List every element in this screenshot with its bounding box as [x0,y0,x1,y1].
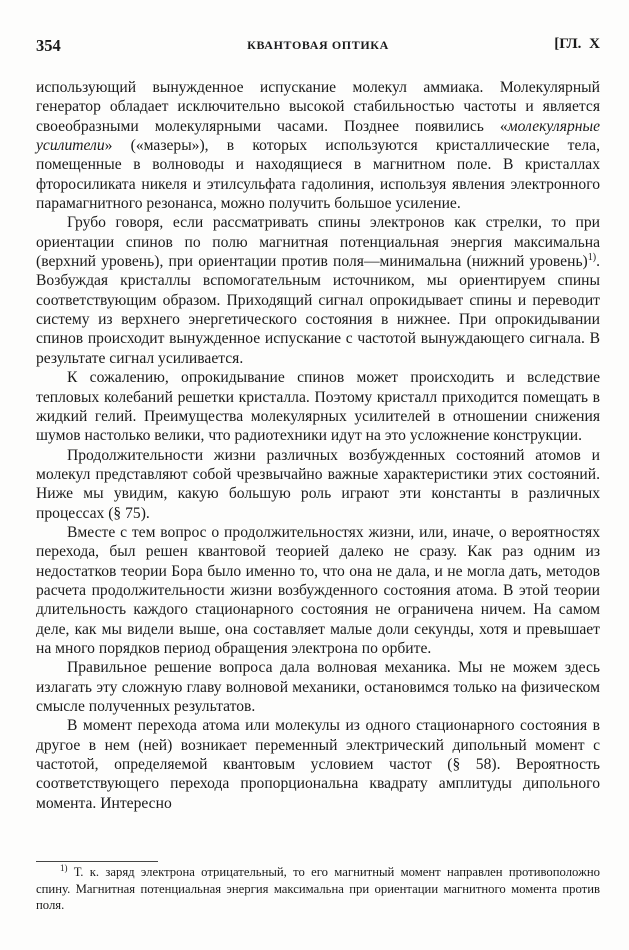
paragraph-text: . Возбуждая кристаллы вспомогательным источником, мы ориентируем спины соответствующим образом. Приходящий сигнал опрокидывает спины и переводит систему из верхнего энергетического состояния в нижнее. При опрокидывании спинов происходит вынужденное испускание с частотой вынуждающего сигнала. В результате сигнал усиливается. [36,253,600,367]
paragraph-text: Грубо говоря, если рассматривать спины электронов как стрелки, то при ориентации спинов по полю магнитная потенциальная энергия максимальна (верхний уровень), при ориентации против поля—минимальна (нижний уровень) [36,214,600,271]
footnotes [36,864,600,914]
body-text [36,78,600,813]
section-title: КВАНТОВАЯ ОПТИКА [247,38,389,52]
paragraph-4: Продолжительности жизни различных возбужденных состояний атомов и молекул представляют собой чрезвычайно важные характеристики этих состояний. Ниже мы увидим, какую большую роль играют эти константы в различных процессах (§ 75). [36,446,600,522]
paragraph-6: Правильное решение вопроса дала волновая механика. Мы не можем здесь излагать эту сложную главу волновой механики, остановимся только на физическом смысле полученных результатов. [36,659,600,715]
chapter-reference: [ГЛ. X [554,36,600,52]
emphasized-term: молекулярные усилители [36,117,600,155]
paragraph-text: использующий вынужденное испускание молекул аммиака. Молекулярный генератор обладает исключительно высокой стабильностью частоты и является своеобразными молекулярными часами. Позднее появились « [36,79,600,135]
footnote-reference[interactable]: 1) [587,251,597,263]
footnote-text: Т. к. заряд электрона отрицательный, то его магнитный момент направлен противоположно спину. Магнитная потенциальная энергия максимальна при ориентации магнитного момента против поля. [36,865,600,912]
paragraph-3: К сожалению, опрокидывание спинов может происходить и вследствие тепловых колебаний решетки кристалла. Поэтому кристалл приходится помещать в жидкий гелий. Преимущества молекулярных усилителей в отношении снижения шумов настолько велики, что радиотехники идут на это усложнение конструкции. [36,369,600,445]
running-head [36,36,600,56]
paragraph-1 [36,78,600,213]
page-number: 354 [36,36,61,55]
paragraph-2 [36,213,600,368]
paragraph-7: В момент перехода атома или молекулы из одного стационарного состояния в другое в нем (ней) возникает переменный электрический дипольный момент с частотой, определяемой квантовым условием частот (§ 58). Вероятность соответствующего перехода пропорциональна квадрату амплитуды дипольного момента. Интересно [36,717,600,812]
paragraph-text: » («мазеры»), в которых используются кристаллические тела, помещенные в волноводы и находящиеся в магнитном поле. В кристаллах фторосиликата никеля и этилсульфата гадолиния, используя явления электронного парамагнитного резонанса, можно получить большое усиление. [36,137,600,213]
footnote-marker: 1) [60,862,68,873]
footnote-divider [36,861,158,862]
paragraph-5: Вместе с тем вопрос о продолжительностях жизни, или, иначе, о вероятностях перехода, был решен квантовой теорией далеко не сразу. Как раз одним из недостатков теории Бора было именно то, что она не дала, и не могла дать, методов расчета продолжительности жизни возбужденного состояния атома. В этой теории длительность каждого стационарного состояния не ограничена ничем. На самом деле, как мы видели выше, она составляет малые доли секунды, хотя и превышает на много порядков период обращения электрона по орбите. [36,523,600,657]
footnote-1 [36,864,600,914]
